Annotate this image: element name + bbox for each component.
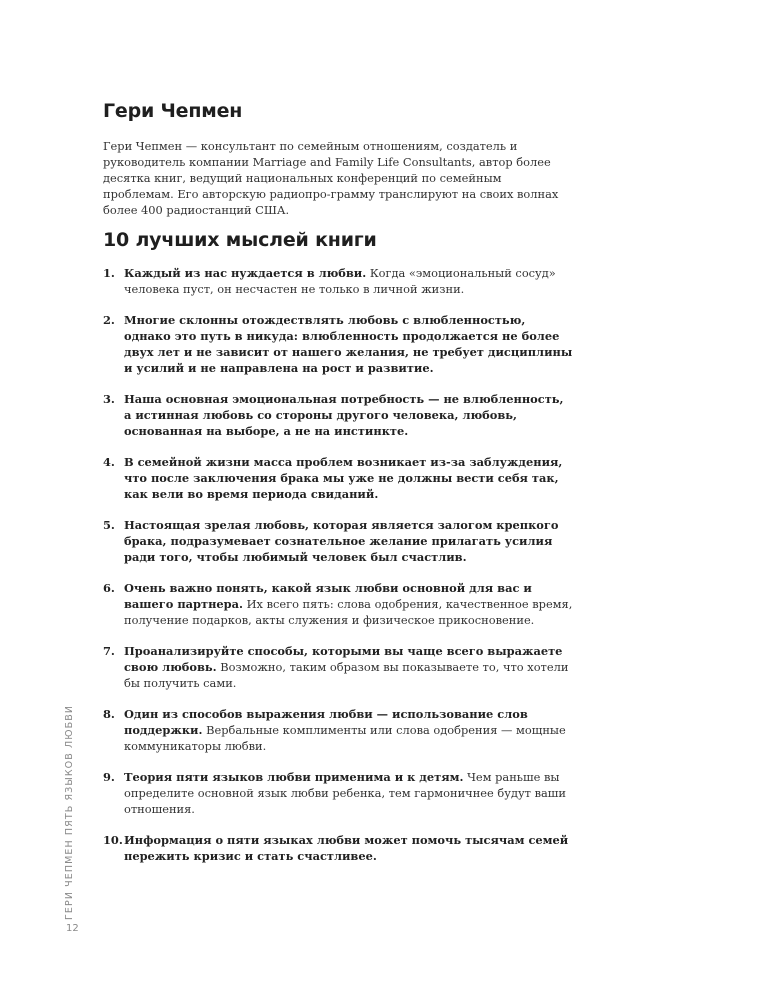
idea-number: 4. [103,455,115,469]
idea-item-5 [103,517,573,565]
running-title: ГЕРИ ЧЕПМЕН ПЯТЬ ЯЗЫКОВ ЛЮБВИ [64,704,75,920]
idea-number: 10. [103,833,123,847]
idea-number: 7. [103,644,115,658]
idea-key-statement: Информация о пяти языках любви может помочь тысячам семей пережить кризис и стать счастливее. [124,833,569,863]
idea-number: 2. [103,313,115,327]
idea-item-2 [103,312,573,376]
idea-key-statement: Теория пяти языков любви применима и к детям. [124,770,464,784]
idea-explanation: Вербальные комплименты или слова одобрения — мощные коммуникаторы любви. [124,723,566,753]
idea-item-8 [103,706,573,754]
idea-number: 1. [103,266,115,280]
idea-item-9 [103,769,573,817]
ideas-heading: 10 лучших мыслей книги [103,229,377,251]
idea-item-1 [103,265,573,297]
idea-item-7 [103,643,573,691]
idea-key-statement: Проанализируйте способы, которыми вы чаще всего выражаете свою любовь. [124,644,563,674]
idea-number: 5. [103,518,115,532]
idea-explanation: Их всего пять: слова одобрения, качественное время, получение подарков, акты служения и физическое прикосновение. [124,597,573,627]
idea-key-statement: Очень важно понять, какой язык любви основной для вас и вашего партнера. [124,581,532,611]
idea-explanation: Чем раньше вы определите основной язык любви ребенка, тем гармоничнее будут ваши отношения. [124,770,566,816]
idea-key-statement: Многие склонны отождествлять любовь с влюбленностью, однако это путь в никуда: влюбленность продолжается не более двух лет и не зависит от нашего желания, не требует дисциплины и усилий и не направлена на рост и развитие. [124,313,573,375]
idea-key-statement: Один из способов выражения любви — использование слов поддержки. [124,707,528,737]
page-number: 12 [66,923,79,934]
ideas-list [103,265,573,879]
idea-number: 8. [103,707,115,721]
idea-item-3 [103,391,573,439]
idea-item-10 [103,832,573,864]
author-heading: Гери Чепмен [103,100,243,122]
idea-item-6 [103,580,573,628]
idea-key-statement: Наша основная эмоциональная потребность — не влюбленность, а истинная любовь со стороны другого человека, любовь, основанная на выборе, а не на инстинкте. [124,392,564,438]
idea-key-statement: Настоящая зрелая любовь, которая является залогом крепкого брака, подразумевает сознательное желание прилагать усилия ради того, чтобы любимый человек был счастлив. [124,518,559,564]
idea-key-statement: В семейной жизни масса проблем возникает из-за заблуждения, что после заключения брака мы уже не должны вести себя так, как вели во время периода свиданий. [124,455,563,501]
idea-explanation: Возможно, таким образом вы показываете то, что хотели бы получить сами. [124,660,569,690]
author-bio: Гери Чепмен — консультант по семейным отношениям, создатель и руководитель компании Marriage and Family Life Consultants, автор более десятка книг, ведущий национальных конференций по семейным проблемам. Его авторскую радиопро-грамму транслируют на своих волнах более 400 радиостанций США. [103,139,559,217]
idea-number: 9. [103,770,115,784]
idea-item-4 [103,454,573,502]
idea-explanation: Когда «эмоциональный сосуд» человека пуст, он несчастен не только в личной жизни. [124,266,556,296]
idea-number: 6. [103,581,115,595]
idea-number: 3. [103,392,115,406]
idea-key-statement: Каждый из нас нуждается в любви. [124,266,367,280]
